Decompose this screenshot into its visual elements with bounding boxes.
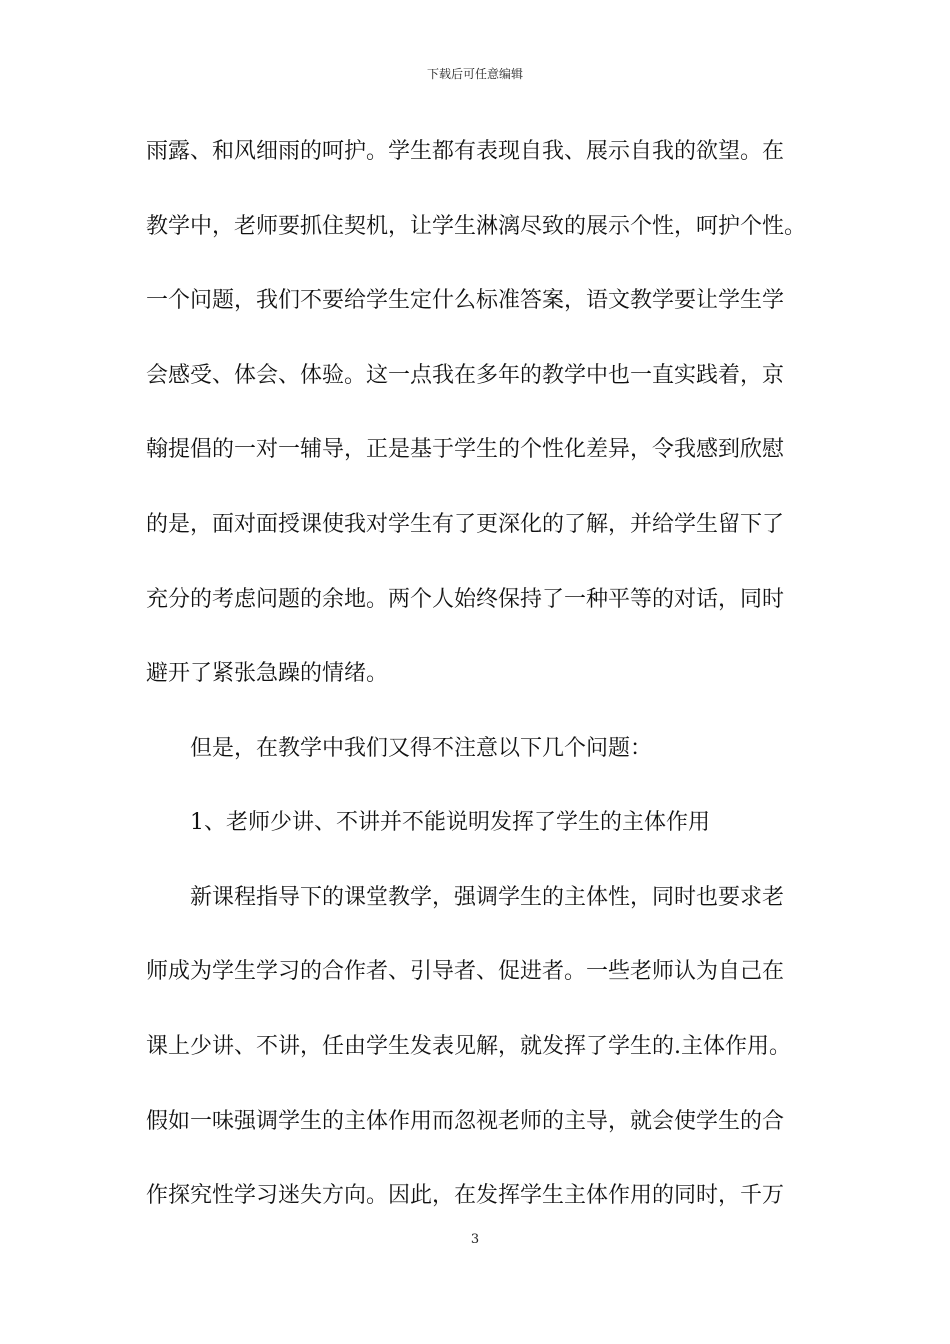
page-number: 3 — [470, 1232, 480, 1247]
text-line: 新课程指导下的课堂教学，强调学生的主体性，同时也要求老 — [190, 885, 785, 910]
text-line: 但是，在教学中我们又得不注意以下几个问题： — [190, 736, 653, 761]
text-line: 的是，面对面授课使我对学生有了更深化的了解，并给学生留下了 — [146, 512, 785, 537]
text-line: 教学中，老师要抓住契机，让学生淋漓尽致的展示个性，呵护个性。 — [146, 214, 807, 239]
text-line: 雨露、和风细雨的呵护。学生都有表现自我、展示自我的欲望。在 — [146, 139, 785, 164]
text-line: 翰提倡的一对一辅导，正是基于学生的个性化差异，令我感到欣慰 — [146, 437, 785, 462]
section-heading: 1、老师少讲、不讲并不能说明发挥了学生的主体作用 — [190, 810, 710, 835]
text-line: 会感受、体会、体验。这一点我在多年的教学中也一直实践着，京 — [146, 363, 785, 388]
page-header: 下载后可任意编辑 — [426, 67, 523, 81]
text-line: 避开了紧张急躁的情绪。 — [146, 661, 389, 686]
text-line: 一个问题，我们不要给学生定什么标准答案，语文教学要让学生学 — [146, 288, 785, 313]
text-line: 课上少讲、不讲，任由学生发表见解，就发挥了学生的.主体作用。 — [146, 1034, 791, 1059]
text-line: 作探究性学习迷失方向。因此，在发挥学生主体作用的同时，千万 — [146, 1183, 785, 1208]
text-line: 充分的考虑问题的余地。两个人始终保持了一种平等的对话，同时 — [146, 587, 785, 612]
text-line: 假如一味强调学生的主体作用而忽视老师的主导，就会使学生的合 — [146, 1109, 785, 1134]
text-line: 师成为学生学习的合作者、引导者、促进者。一些老师认为自己在 — [146, 959, 785, 984]
